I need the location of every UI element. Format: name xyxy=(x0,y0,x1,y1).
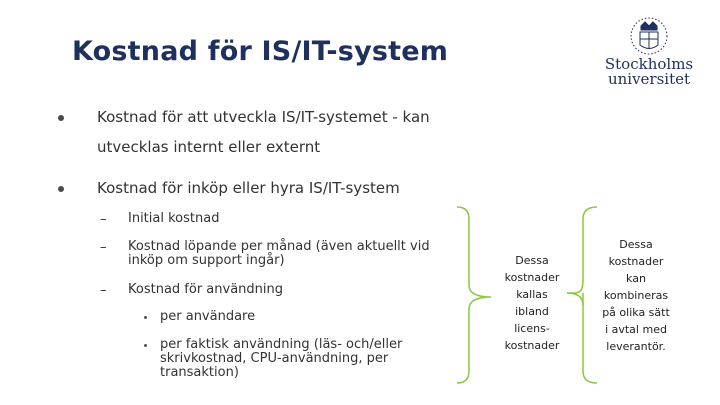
note-left-line: Dessa xyxy=(515,254,549,267)
left-bracket xyxy=(455,205,495,385)
usage-bullet xyxy=(144,344,147,347)
note-left-line: kostnader xyxy=(504,339,560,352)
logo-line-2: universitet xyxy=(607,70,691,88)
slide-title: Kostnad för IS/IT-system xyxy=(72,36,449,67)
note-right-line: kostnader xyxy=(608,255,664,268)
note-left-line: kostnader xyxy=(504,271,560,284)
note-license-costs xyxy=(495,252,569,354)
bullet-dot xyxy=(58,186,64,192)
note-right-line: leverantör. xyxy=(606,340,666,353)
note-combined-costs xyxy=(596,236,676,355)
note-right-line: på olika sätt xyxy=(602,306,670,319)
note-left-line: licens- xyxy=(514,322,550,335)
logo-wordmark xyxy=(604,57,694,87)
note-right-line: kombineras xyxy=(603,289,669,302)
usage-actual-line-2: skrivkostnad, CPU-användning, per xyxy=(160,351,389,366)
note-left-line: kallas xyxy=(516,288,548,301)
note-left-line: ibland xyxy=(515,305,549,318)
sub-item-monthly-line-2: inköp om support ingår) xyxy=(128,253,285,268)
usage-per-user: per användare xyxy=(160,309,256,324)
sub-item-dash: – xyxy=(100,240,107,255)
note-right-line: i avtal med xyxy=(605,323,667,336)
note-right-line: Dessa xyxy=(619,238,653,251)
sub-item-dash: – xyxy=(100,283,107,298)
note-right-line: kan xyxy=(626,272,646,285)
bullet-dot xyxy=(58,115,64,121)
bullet-2-text: Kostnad för inköp eller hyra IS/IT-system xyxy=(97,179,400,197)
logo-line-1: Stockholms xyxy=(604,55,694,73)
usage-actual-line-1: per faktisk användning (läs- och/eller xyxy=(160,337,403,352)
sub-item-initial: Initial kostnad xyxy=(128,211,220,226)
sub-item-monthly-line-1: Kostnad löpande per månad (även aktuellt vid xyxy=(128,239,430,254)
bullet-1-line-2: utvecklas internt eller externt xyxy=(97,138,321,156)
usage-actual-line-3: transaktion) xyxy=(160,365,239,380)
bullet-1-line-1: Kostnad för att utveckla IS/IT-systemet - kan xyxy=(97,108,430,126)
sub-item-dash: – xyxy=(100,212,107,227)
sub-item-usage: Kostnad för användning xyxy=(128,282,283,297)
usage-bullet xyxy=(144,316,147,319)
